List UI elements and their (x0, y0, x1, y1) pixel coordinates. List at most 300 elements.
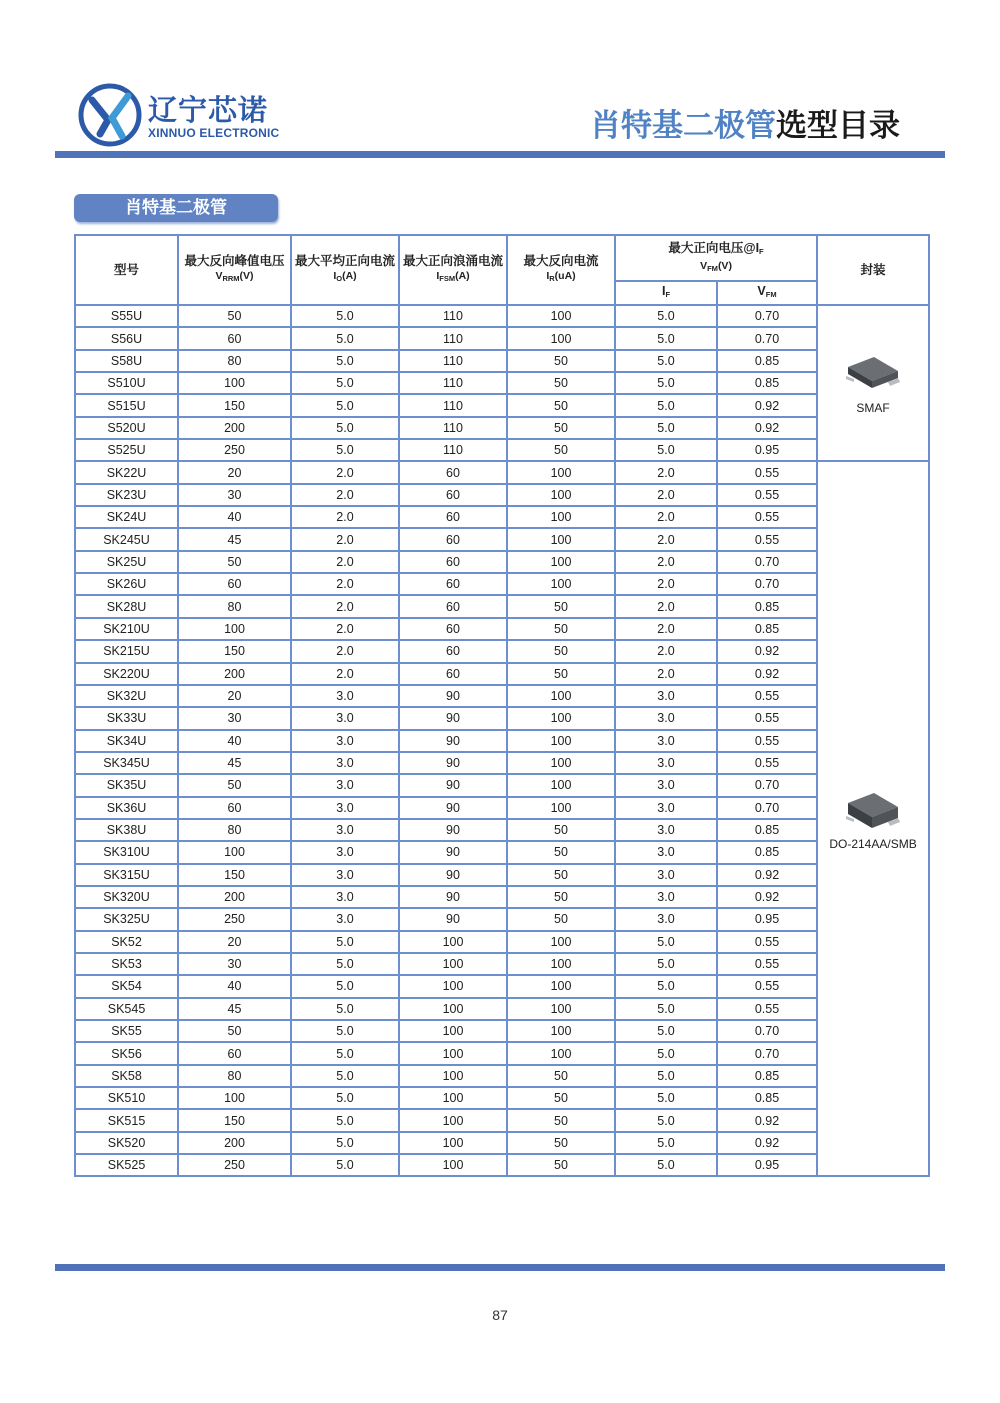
cell-model: S520U (75, 417, 178, 439)
table-row (75, 685, 929, 707)
cell-vfm: 0.70 (717, 551, 817, 573)
logo-emblem-icon (78, 82, 144, 148)
cell-ifsm: 110 (399, 305, 507, 327)
cell-ifsm: 90 (399, 908, 507, 930)
cell-vrrm: 150 (178, 394, 291, 416)
cell-ifsm: 100 (399, 1132, 507, 1154)
cell-vrrm: 40 (178, 730, 291, 752)
cell-io: 5.0 (291, 1065, 399, 1087)
table-row (75, 797, 929, 819)
page-number: 87 (492, 1307, 508, 1323)
cell-ir: 50 (507, 350, 615, 372)
cell-model: S515U (75, 394, 178, 416)
table-row (75, 730, 929, 752)
cell-ifsm: 100 (399, 1020, 507, 1042)
cell-io: 5.0 (291, 350, 399, 372)
section-tag: 肖特基二极管 (74, 194, 278, 222)
cell-vrrm: 45 (178, 752, 291, 774)
header-vfm-group: 最大正向电压$@I_F$ $V_{FM}(V)$ (615, 235, 817, 281)
cell-model: SK310U (75, 841, 178, 863)
package-cell (817, 305, 929, 461)
logo-chinese-text: 辽宁芯诺 (148, 95, 269, 127)
cell-vrrm: 200 (178, 663, 291, 685)
cell-ir: 100 (507, 707, 615, 729)
cell-if: 3.0 (615, 908, 717, 930)
cell-ifsm: 60 (399, 618, 507, 640)
header-ifsm: 最大正向浪涌电流 $I_{FSM}(A)$ (399, 235, 507, 305)
cell-model: SK315U (75, 864, 178, 886)
logo-english-text: XINNUO ELECTRONIC (148, 126, 280, 140)
cell-if: 2.0 (615, 640, 717, 662)
cell-model: SK35U (75, 774, 178, 796)
table-row (75, 1154, 929, 1176)
header-divider (55, 151, 945, 158)
cell-ir: 50 (507, 394, 615, 416)
cell-ifsm: 110 (399, 439, 507, 461)
cell-ir: 50 (507, 819, 615, 841)
table-row (75, 618, 929, 640)
table-row (75, 350, 929, 372)
cell-if: 5.0 (615, 998, 717, 1020)
company-logo (78, 82, 280, 148)
cell-io: 2.0 (291, 595, 399, 617)
cell-vfm: 0.55 (717, 931, 817, 953)
cell-io: 5.0 (291, 1132, 399, 1154)
package-label: SMAF (856, 401, 890, 416)
cell-model: SK23U (75, 484, 178, 506)
header-package: 封装 (817, 235, 929, 305)
cell-model: SK545 (75, 998, 178, 1020)
cell-ifsm: 90 (399, 685, 507, 707)
table-row (75, 595, 929, 617)
cell-vfm: 0.92 (717, 886, 817, 908)
cell-if: 3.0 (615, 864, 717, 886)
cell-vfm: 0.92 (717, 1109, 817, 1131)
cell-ir: 100 (507, 573, 615, 595)
cell-if: 2.0 (615, 484, 717, 506)
cell-ifsm: 100 (399, 953, 507, 975)
cell-ir: 50 (507, 372, 615, 394)
cell-ifsm: 90 (399, 841, 507, 863)
cell-io: 2.0 (291, 663, 399, 685)
table-row (75, 953, 929, 975)
cell-vrrm: 200 (178, 1132, 291, 1154)
cell-model: SK54 (75, 975, 178, 997)
table-row (75, 506, 929, 528)
cell-ir: 50 (507, 439, 615, 461)
cell-ir: 100 (507, 506, 615, 528)
cell-ifsm: 90 (399, 819, 507, 841)
cell-ir: 100 (507, 752, 615, 774)
cell-io: 5.0 (291, 394, 399, 416)
cell-ifsm: 100 (399, 1065, 507, 1087)
cell-if: 2.0 (615, 595, 717, 617)
cell-if: 5.0 (615, 1087, 717, 1109)
cell-vfm: 0.92 (717, 864, 817, 886)
table-row (75, 663, 929, 685)
cell-ifsm: 90 (399, 730, 507, 752)
cell-io: 5.0 (291, 998, 399, 1020)
cell-ir: 50 (507, 595, 615, 617)
spec-table (74, 234, 930, 1177)
cell-vrrm: 60 (178, 573, 291, 595)
table-row (75, 1087, 929, 1109)
table-row (75, 1020, 929, 1042)
header-if: $I_F$ (615, 281, 717, 305)
cell-model: S55U (75, 305, 178, 327)
cell-model: SK525 (75, 1154, 178, 1176)
cell-vrrm: 80 (178, 595, 291, 617)
table-row (75, 1109, 929, 1131)
cell-vrrm: 60 (178, 797, 291, 819)
cell-ifsm: 100 (399, 1042, 507, 1064)
package-cell (817, 461, 929, 1176)
cell-io: 5.0 (291, 305, 399, 327)
header-ir: 最大反向电流 $I_R(uA)$ (507, 235, 615, 305)
cell-vrrm: 250 (178, 439, 291, 461)
cell-if: 3.0 (615, 707, 717, 729)
cell-if: 3.0 (615, 841, 717, 863)
cell-model: SK25U (75, 551, 178, 573)
cell-ir: 100 (507, 484, 615, 506)
cell-io: 2.0 (291, 551, 399, 573)
cell-ir: 50 (507, 663, 615, 685)
cell-vrrm: 30 (178, 707, 291, 729)
cell-model: SK24U (75, 506, 178, 528)
header-vrrm: 最大反向峰值电压 $V_{RRM}(V)$ (178, 235, 291, 305)
package-chip-icon (844, 787, 902, 831)
cell-if: 3.0 (615, 730, 717, 752)
table-row (75, 998, 929, 1020)
cell-if: 3.0 (615, 774, 717, 796)
header-vfm: $V_{FM}$ (717, 281, 817, 305)
cell-ir: 100 (507, 305, 615, 327)
cell-model: SK58 (75, 1065, 178, 1087)
cell-ifsm: 90 (399, 864, 507, 886)
cell-vrrm: 20 (178, 685, 291, 707)
cell-vrrm: 250 (178, 1154, 291, 1176)
cell-vfm: 0.85 (717, 595, 817, 617)
cell-io: 5.0 (291, 1087, 399, 1109)
cell-vfm: 0.92 (717, 663, 817, 685)
cell-model: SK515 (75, 1109, 178, 1131)
cell-model: S58U (75, 350, 178, 372)
cell-model: SK53 (75, 953, 178, 975)
cell-model: SK36U (75, 797, 178, 819)
cell-vfm: 0.55 (717, 975, 817, 997)
table-row (75, 372, 929, 394)
cell-ir: 100 (507, 730, 615, 752)
cell-io: 5.0 (291, 953, 399, 975)
cell-vrrm: 60 (178, 327, 291, 349)
cell-ifsm: 100 (399, 975, 507, 997)
cell-vfm: 0.85 (717, 372, 817, 394)
cell-io: 3.0 (291, 797, 399, 819)
cell-if: 5.0 (615, 1154, 717, 1176)
cell-if: 2.0 (615, 461, 717, 483)
cell-vfm: 0.85 (717, 618, 817, 640)
cell-ir: 100 (507, 528, 615, 550)
cell-if: 5.0 (615, 417, 717, 439)
cell-ir: 50 (507, 841, 615, 863)
cell-ir: 100 (507, 551, 615, 573)
cell-vrrm: 40 (178, 506, 291, 528)
cell-model: SK32U (75, 685, 178, 707)
cell-ir: 50 (507, 1132, 615, 1154)
cell-vfm: 0.55 (717, 685, 817, 707)
table-row (75, 886, 929, 908)
cell-vrrm: 60 (178, 1042, 291, 1064)
table-row (75, 1132, 929, 1154)
cell-io: 5.0 (291, 1042, 399, 1064)
cell-if: 5.0 (615, 931, 717, 953)
cell-ir: 50 (507, 864, 615, 886)
table-row (75, 1042, 929, 1064)
cell-if: 5.0 (615, 350, 717, 372)
cell-vfm: 0.70 (717, 1042, 817, 1064)
cell-model: SK320U (75, 886, 178, 908)
cell-vfm: 0.55 (717, 752, 817, 774)
cell-io: 3.0 (291, 864, 399, 886)
cell-vfm: 0.85 (717, 350, 817, 372)
cell-ir: 50 (507, 1109, 615, 1131)
cell-vrrm: 50 (178, 774, 291, 796)
table-row (75, 1065, 929, 1087)
table-row (75, 461, 929, 483)
cell-model: SK325U (75, 908, 178, 930)
cell-model: S510U (75, 372, 178, 394)
cell-ifsm: 90 (399, 797, 507, 819)
table-row (75, 752, 929, 774)
cell-ifsm: 110 (399, 394, 507, 416)
cell-model: SK245U (75, 528, 178, 550)
cell-ir: 100 (507, 1042, 615, 1064)
cell-io: 2.0 (291, 573, 399, 595)
table-row (75, 774, 929, 796)
cell-io: 5.0 (291, 975, 399, 997)
cell-io: 2.0 (291, 640, 399, 662)
header-model: 型号 (75, 235, 178, 305)
cell-if: 3.0 (615, 797, 717, 819)
cell-io: 2.0 (291, 461, 399, 483)
cell-io: 3.0 (291, 886, 399, 908)
cell-ir: 50 (507, 640, 615, 662)
cell-vrrm: 50 (178, 551, 291, 573)
cell-vrrm: 45 (178, 998, 291, 1020)
cell-vrrm: 100 (178, 1087, 291, 1109)
footer-divider (55, 1264, 945, 1271)
cell-vrrm: 150 (178, 640, 291, 662)
cell-vrrm: 100 (178, 372, 291, 394)
cell-if: 2.0 (615, 551, 717, 573)
cell-io: 3.0 (291, 774, 399, 796)
cell-vfm: 0.70 (717, 327, 817, 349)
table-row (75, 573, 929, 595)
cell-ir: 100 (507, 327, 615, 349)
cell-if: 2.0 (615, 528, 717, 550)
cell-if: 5.0 (615, 305, 717, 327)
cell-vrrm: 100 (178, 618, 291, 640)
cell-ifsm: 60 (399, 484, 507, 506)
cell-ir: 50 (507, 1154, 615, 1176)
table-row (75, 484, 929, 506)
cell-vfm: 0.85 (717, 1065, 817, 1087)
cell-ifsm: 90 (399, 886, 507, 908)
cell-model: S56U (75, 327, 178, 349)
cell-io: 3.0 (291, 908, 399, 930)
cell-vrrm: 80 (178, 1065, 291, 1087)
table-row (75, 707, 929, 729)
cell-vrrm: 50 (178, 305, 291, 327)
cell-io: 5.0 (291, 931, 399, 953)
table-row (75, 841, 929, 863)
cell-ifsm: 60 (399, 595, 507, 617)
cell-if: 5.0 (615, 1020, 717, 1042)
cell-ifsm: 100 (399, 1109, 507, 1131)
cell-vrrm: 100 (178, 841, 291, 863)
cell-ifsm: 110 (399, 350, 507, 372)
table-row (75, 528, 929, 550)
cell-ifsm: 110 (399, 372, 507, 394)
cell-ifsm: 100 (399, 1087, 507, 1109)
cell-if: 2.0 (615, 506, 717, 528)
cell-model: SK38U (75, 819, 178, 841)
cell-if: 2.0 (615, 663, 717, 685)
package-label: DO-214AA/SMB (829, 836, 917, 851)
cell-io: 5.0 (291, 417, 399, 439)
cell-io: 5.0 (291, 1154, 399, 1176)
cell-if: 5.0 (615, 327, 717, 349)
cell-vrrm: 200 (178, 886, 291, 908)
cell-if: 3.0 (615, 886, 717, 908)
cell-vfm: 0.55 (717, 484, 817, 506)
cell-model: SK56 (75, 1042, 178, 1064)
table-row (75, 931, 929, 953)
cell-model: SK210U (75, 618, 178, 640)
cell-model: SK33U (75, 707, 178, 729)
cell-if: 5.0 (615, 1042, 717, 1064)
cell-vfm: 0.55 (717, 461, 817, 483)
cell-ir: 100 (507, 685, 615, 707)
cell-vrrm: 150 (178, 1109, 291, 1131)
cell-model: SK215U (75, 640, 178, 662)
table-row (75, 439, 929, 461)
cell-ifsm: 90 (399, 707, 507, 729)
cell-vfm: 0.95 (717, 908, 817, 930)
table-row (75, 908, 929, 930)
cell-if: 3.0 (615, 819, 717, 841)
cell-vrrm: 45 (178, 528, 291, 550)
cell-ifsm: 110 (399, 417, 507, 439)
cell-vrrm: 50 (178, 1020, 291, 1042)
cell-if: 3.0 (615, 685, 717, 707)
cell-ir: 50 (507, 417, 615, 439)
cell-vfm: 0.55 (717, 506, 817, 528)
cell-vfm: 0.55 (717, 707, 817, 729)
page-title (590, 100, 900, 145)
cell-ir: 50 (507, 1087, 615, 1109)
cell-io: 2.0 (291, 484, 399, 506)
cell-model: SK345U (75, 752, 178, 774)
cell-ir: 100 (507, 931, 615, 953)
cell-ifsm: 110 (399, 327, 507, 349)
cell-ir: 100 (507, 953, 615, 975)
package-chip-icon (844, 351, 902, 395)
cell-io: 5.0 (291, 1020, 399, 1042)
cell-vfm: 0.70 (717, 774, 817, 796)
cell-model: SK52 (75, 931, 178, 953)
cell-vfm: 0.92 (717, 417, 817, 439)
cell-vrrm: 200 (178, 417, 291, 439)
cell-ifsm: 90 (399, 752, 507, 774)
cell-ir: 50 (507, 886, 615, 908)
cell-vrrm: 80 (178, 350, 291, 372)
cell-if: 5.0 (615, 1065, 717, 1087)
cell-vfm: 0.92 (717, 640, 817, 662)
cell-ir: 50 (507, 618, 615, 640)
cell-io: 5.0 (291, 439, 399, 461)
cell-ifsm: 60 (399, 506, 507, 528)
cell-vfm: 0.70 (717, 797, 817, 819)
cell-ir: 100 (507, 1020, 615, 1042)
cell-model: SK28U (75, 595, 178, 617)
cell-vrrm: 40 (178, 975, 291, 997)
table-row (75, 551, 929, 573)
table-row (75, 327, 929, 349)
cell-if: 5.0 (615, 1132, 717, 1154)
cell-vrrm: 150 (178, 864, 291, 886)
cell-ir: 100 (507, 998, 615, 1020)
spec-table-body (75, 305, 929, 1176)
cell-io: 3.0 (291, 752, 399, 774)
cell-vfm: 0.85 (717, 1087, 817, 1109)
cell-ir: 100 (507, 975, 615, 997)
cell-vrrm: 20 (178, 931, 291, 953)
cell-io: 3.0 (291, 730, 399, 752)
cell-ifsm: 90 (399, 774, 507, 796)
cell-vfm: 0.55 (717, 953, 817, 975)
cell-vrrm: 20 (178, 461, 291, 483)
cell-model: SK26U (75, 573, 178, 595)
cell-vfm: 0.92 (717, 394, 817, 416)
cell-ifsm: 60 (399, 573, 507, 595)
cell-vfm: 0.95 (717, 439, 817, 461)
cell-model: SK520 (75, 1132, 178, 1154)
cell-ir: 100 (507, 774, 615, 796)
cell-ifsm: 60 (399, 663, 507, 685)
cell-vrrm: 250 (178, 908, 291, 930)
table-row (75, 975, 929, 997)
cell-vfm: 0.55 (717, 998, 817, 1020)
cell-if: 3.0 (615, 752, 717, 774)
cell-if: 5.0 (615, 394, 717, 416)
cell-vfm: 0.55 (717, 528, 817, 550)
table-row (75, 305, 929, 327)
cell-io: 2.0 (291, 506, 399, 528)
table-row (75, 819, 929, 841)
cell-model: S525U (75, 439, 178, 461)
cell-io: 2.0 (291, 618, 399, 640)
cell-model: SK220U (75, 663, 178, 685)
cell-ifsm: 100 (399, 1154, 507, 1176)
cell-ifsm: 60 (399, 528, 507, 550)
cell-vfm: 0.70 (717, 1020, 817, 1042)
cell-if: 5.0 (615, 975, 717, 997)
cell-vfm: 0.92 (717, 1132, 817, 1154)
header-io: 最大平均正向电流 $I_O(A)$ (291, 235, 399, 305)
table-row (75, 417, 929, 439)
cell-io: 5.0 (291, 1109, 399, 1131)
